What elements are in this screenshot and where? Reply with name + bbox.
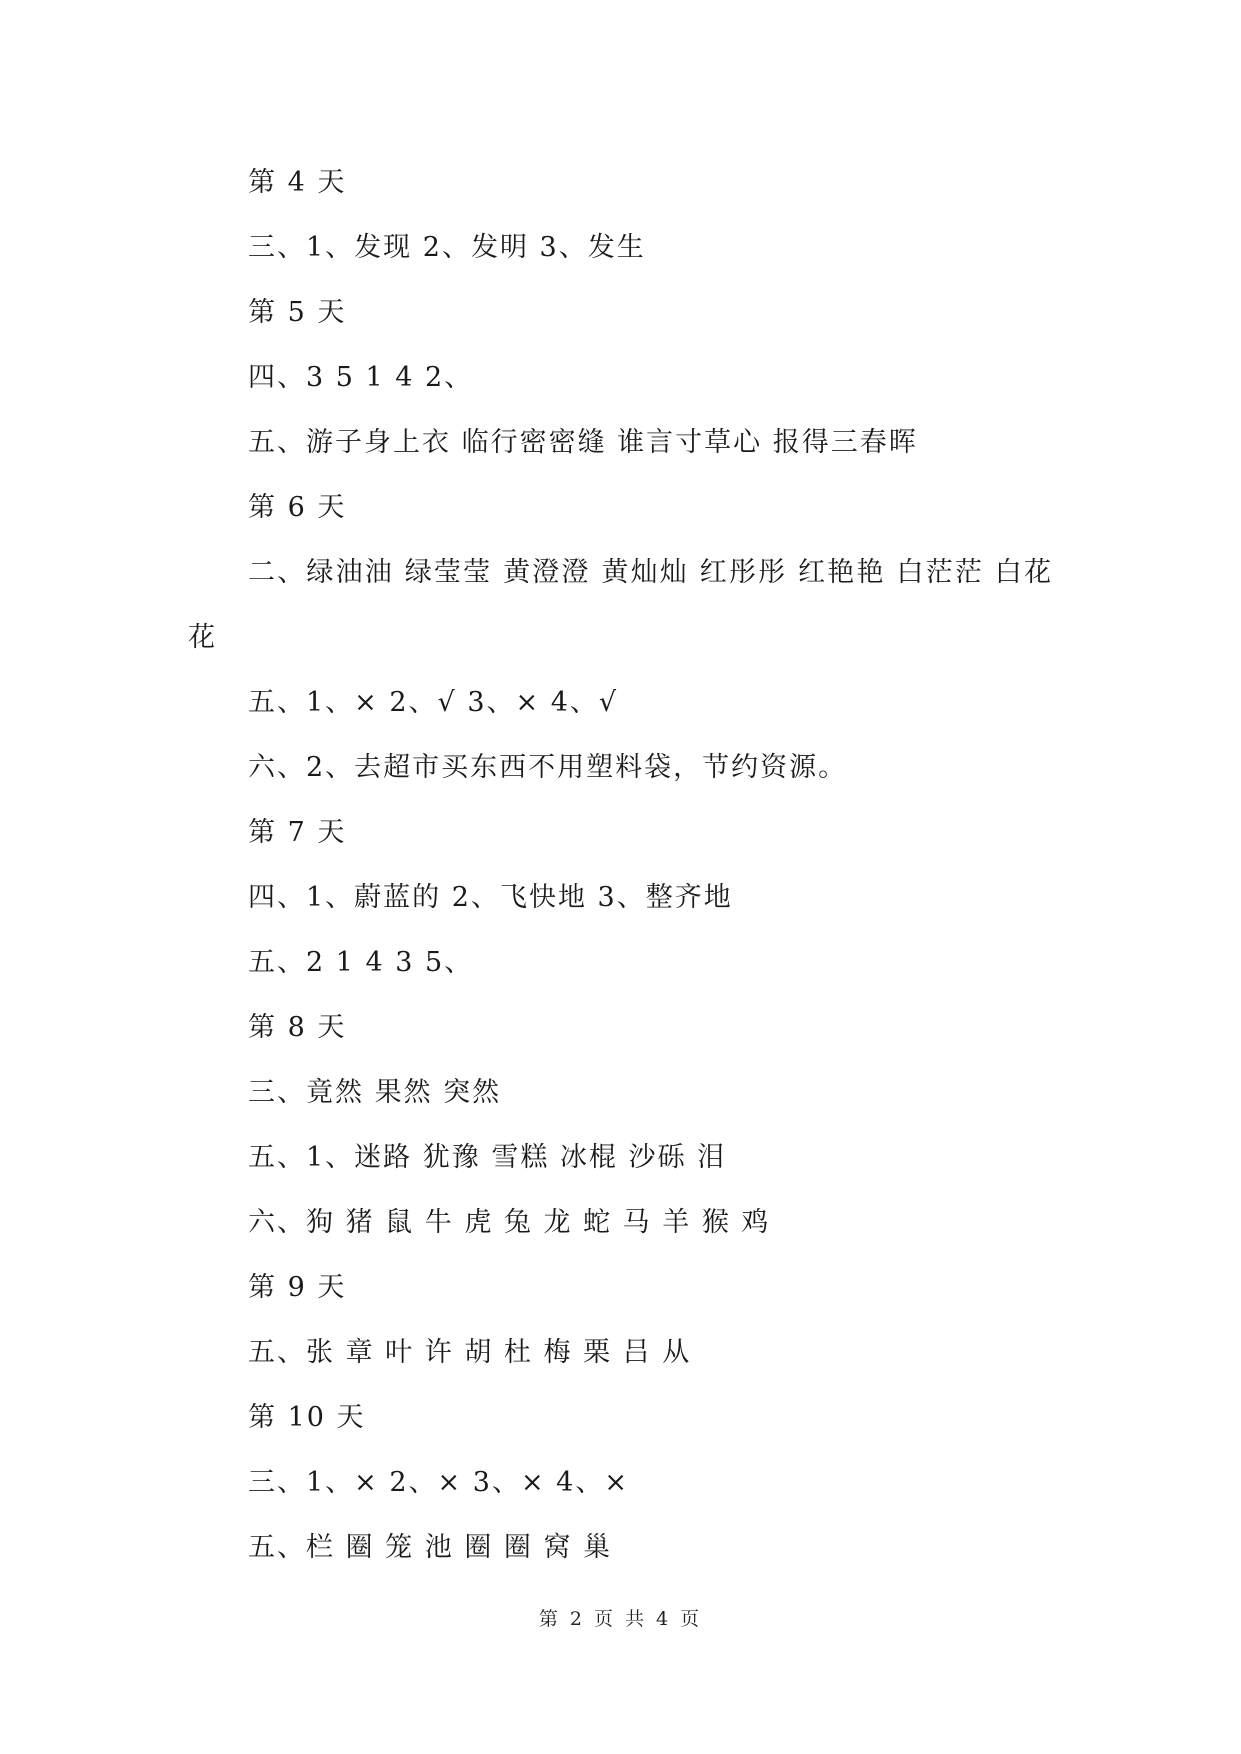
day-heading: 第 7 天 [248,817,347,848]
day-heading: 第 6 天 [248,492,347,523]
page-footer: 第 2 页 共 4 页 [538,1608,703,1630]
answer-line: 四、3 5 1 4 2、 [248,362,474,393]
answer-line: 四、1、蔚蓝的 2、飞快地 3、整齐地 [248,882,733,913]
answer-line: 三、竟然 果然 突然 [248,1077,502,1108]
answer-line: 六、狗 猪 鼠 牛 虎 兔 龙 蛇 马 羊 猴 鸡 [248,1207,771,1238]
answer-line: 五、1、× 2、√ 3、× 4、√ [248,687,619,718]
answer-line: 二、绿油油 绿莹莹 黄澄澄 黄灿灿 红彤彤 红艳艳 白茫茫 白花花 [188,557,1053,653]
answer-line: 五、游子身上衣 临行密密缝 谁言寸草心 报得三春晖 [248,427,918,458]
answer-line: 五、2 1 4 3 5、 [248,947,474,978]
answer-line: 三、1、× 2、× 3、× 4、× [248,1467,629,1498]
answer-line: 五、张 章 叶 许 胡 杜 梅 栗 吕 从 [248,1337,692,1368]
answer-line: 五、栏 圈 笼 池 圈 圈 窝 巢 [248,1532,613,1563]
day-heading: 第 9 天 [248,1272,347,1303]
answer-line: 六、2、去超市买东西不用塑料袋，节约资源。 [248,752,848,783]
answer-line: 三、1、发现 2、发明 3、发生 [248,232,646,263]
day-heading: 第 4 天 [248,167,347,198]
day-heading: 第 8 天 [248,1012,347,1043]
day-heading: 第 10 天 [248,1402,366,1433]
day-heading: 第 5 天 [248,297,347,328]
answer-content [188,150,1053,1580]
answer-line: 五、1、迷路 犹豫 雪糕 冰棍 沙砾 泪 [248,1142,727,1173]
